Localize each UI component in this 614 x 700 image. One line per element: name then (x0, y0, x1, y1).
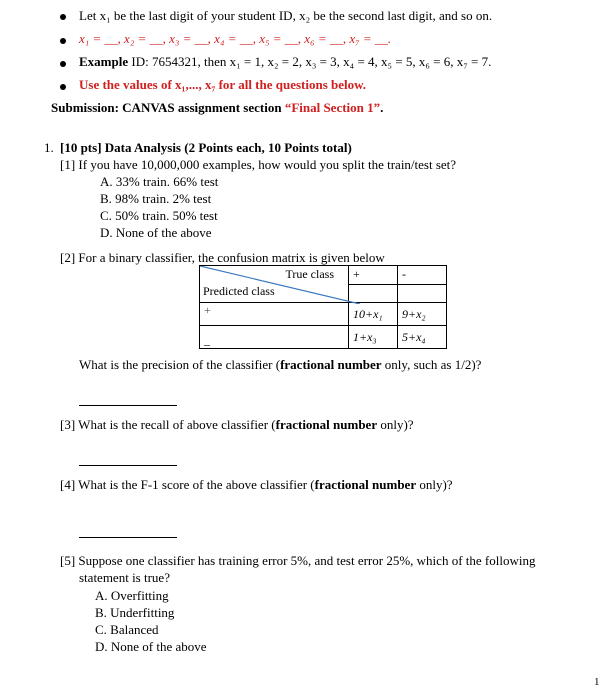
true-class-label: True class (285, 267, 334, 281)
q5-option-c: C. Balanced (95, 622, 159, 637)
q2-question-bold: fractional number (280, 357, 382, 372)
q5-option-a: A. Overfitting (95, 588, 169, 603)
submission-label: Submission: CANVAS assignment section (51, 100, 285, 115)
use-values-line: Use the values of x₁,..., x₇ for all the questions below. (79, 77, 367, 92)
bullet (60, 61, 66, 67)
example-line (79, 54, 491, 70)
q4-answer-blank[interactable] (79, 537, 177, 538)
q1-option-c: C. 50% train. 50% test (100, 208, 218, 223)
q2-answer-blank[interactable] (79, 405, 177, 406)
matrix-header-cell (200, 266, 349, 303)
submission-end: . (380, 100, 384, 115)
q1-option-b: B. 98% train. 2% test (100, 191, 212, 206)
q4-bold: fractional number (314, 477, 417, 492)
example-label: Example (79, 54, 129, 69)
section-title: [10 pts] Data Analysis (2 Points each, 10 Points total) (60, 140, 352, 155)
q5-option-d: D. None of the above (95, 639, 207, 654)
bullet (60, 38, 66, 44)
example-text: ID: 7654321, then x₁ = 1, x₂ = 2, x₃ = 3, x₄ = 4, x₅ = 5, x₆ = 6, x₇ = 7. (131, 54, 492, 69)
section-number: 1. (44, 140, 54, 155)
submission-section: “Final Section 1” (284, 100, 381, 115)
submission-line (51, 100, 383, 116)
col-header-plus: + (349, 266, 398, 285)
confusion-matrix (199, 265, 447, 349)
q1-option-a: A. 33% train. 66% test (100, 174, 219, 189)
q2-question-pre: What is the precision of the classifier ( (79, 357, 281, 372)
q3-pre: [3] What is the recall of above classifier ( (60, 417, 276, 432)
bullet (60, 84, 66, 90)
q3-bold: fractional number (275, 417, 378, 432)
cell-tp: 10+x₁ (349, 303, 398, 326)
q2-question (79, 357, 481, 373)
q5-line-1: [5] Suppose one classifier has training error 5%, and test error 25%, which of the following (60, 553, 536, 568)
intro-line-2: x₁ = __, x₂ = __, x₃ = __, x₄ = __, x₅ = __, x₆ = __, x₇ = __. (79, 31, 392, 46)
q2-text: [2] For a binary classifier, the confusion matrix is given below (60, 250, 385, 265)
intro-line-1: Let x₁ be the last digit of your student ID, x₂ be the second last digit, and so on. (79, 8, 493, 23)
cell-tn: 5+x₄ (398, 326, 447, 349)
q4-pre: [4] What is the F-1 score of the above classifier ( (60, 477, 315, 492)
q5-line-2: statement is true? (79, 570, 170, 585)
cell-fp: 9+x₂ (398, 303, 447, 326)
row-label-minus: _ (200, 326, 349, 349)
bullet (60, 14, 66, 20)
q1-option-d: D. None of the above (100, 225, 212, 240)
q5-option-b: B. Underfitting (95, 605, 175, 620)
predicted-class-label: Predicted class (203, 284, 275, 298)
q3-answer-blank[interactable] (79, 465, 177, 466)
q3-post: only)? (377, 417, 414, 432)
cell-fn: 1+x₃ (349, 326, 398, 349)
q3-text (60, 417, 414, 433)
q2-question-post: only, such as 1/2)? (381, 357, 482, 372)
col-header-spacer (398, 284, 447, 303)
q1-text: [1] If you have 10,000,000 examples, how would you split the train/test set? (60, 157, 457, 172)
row-label-plus: + (200, 303, 349, 326)
page-number: 1 (594, 676, 600, 688)
col-header-minus: - (398, 266, 447, 285)
q4-post: only)? (416, 477, 453, 492)
q4-text (60, 477, 453, 493)
